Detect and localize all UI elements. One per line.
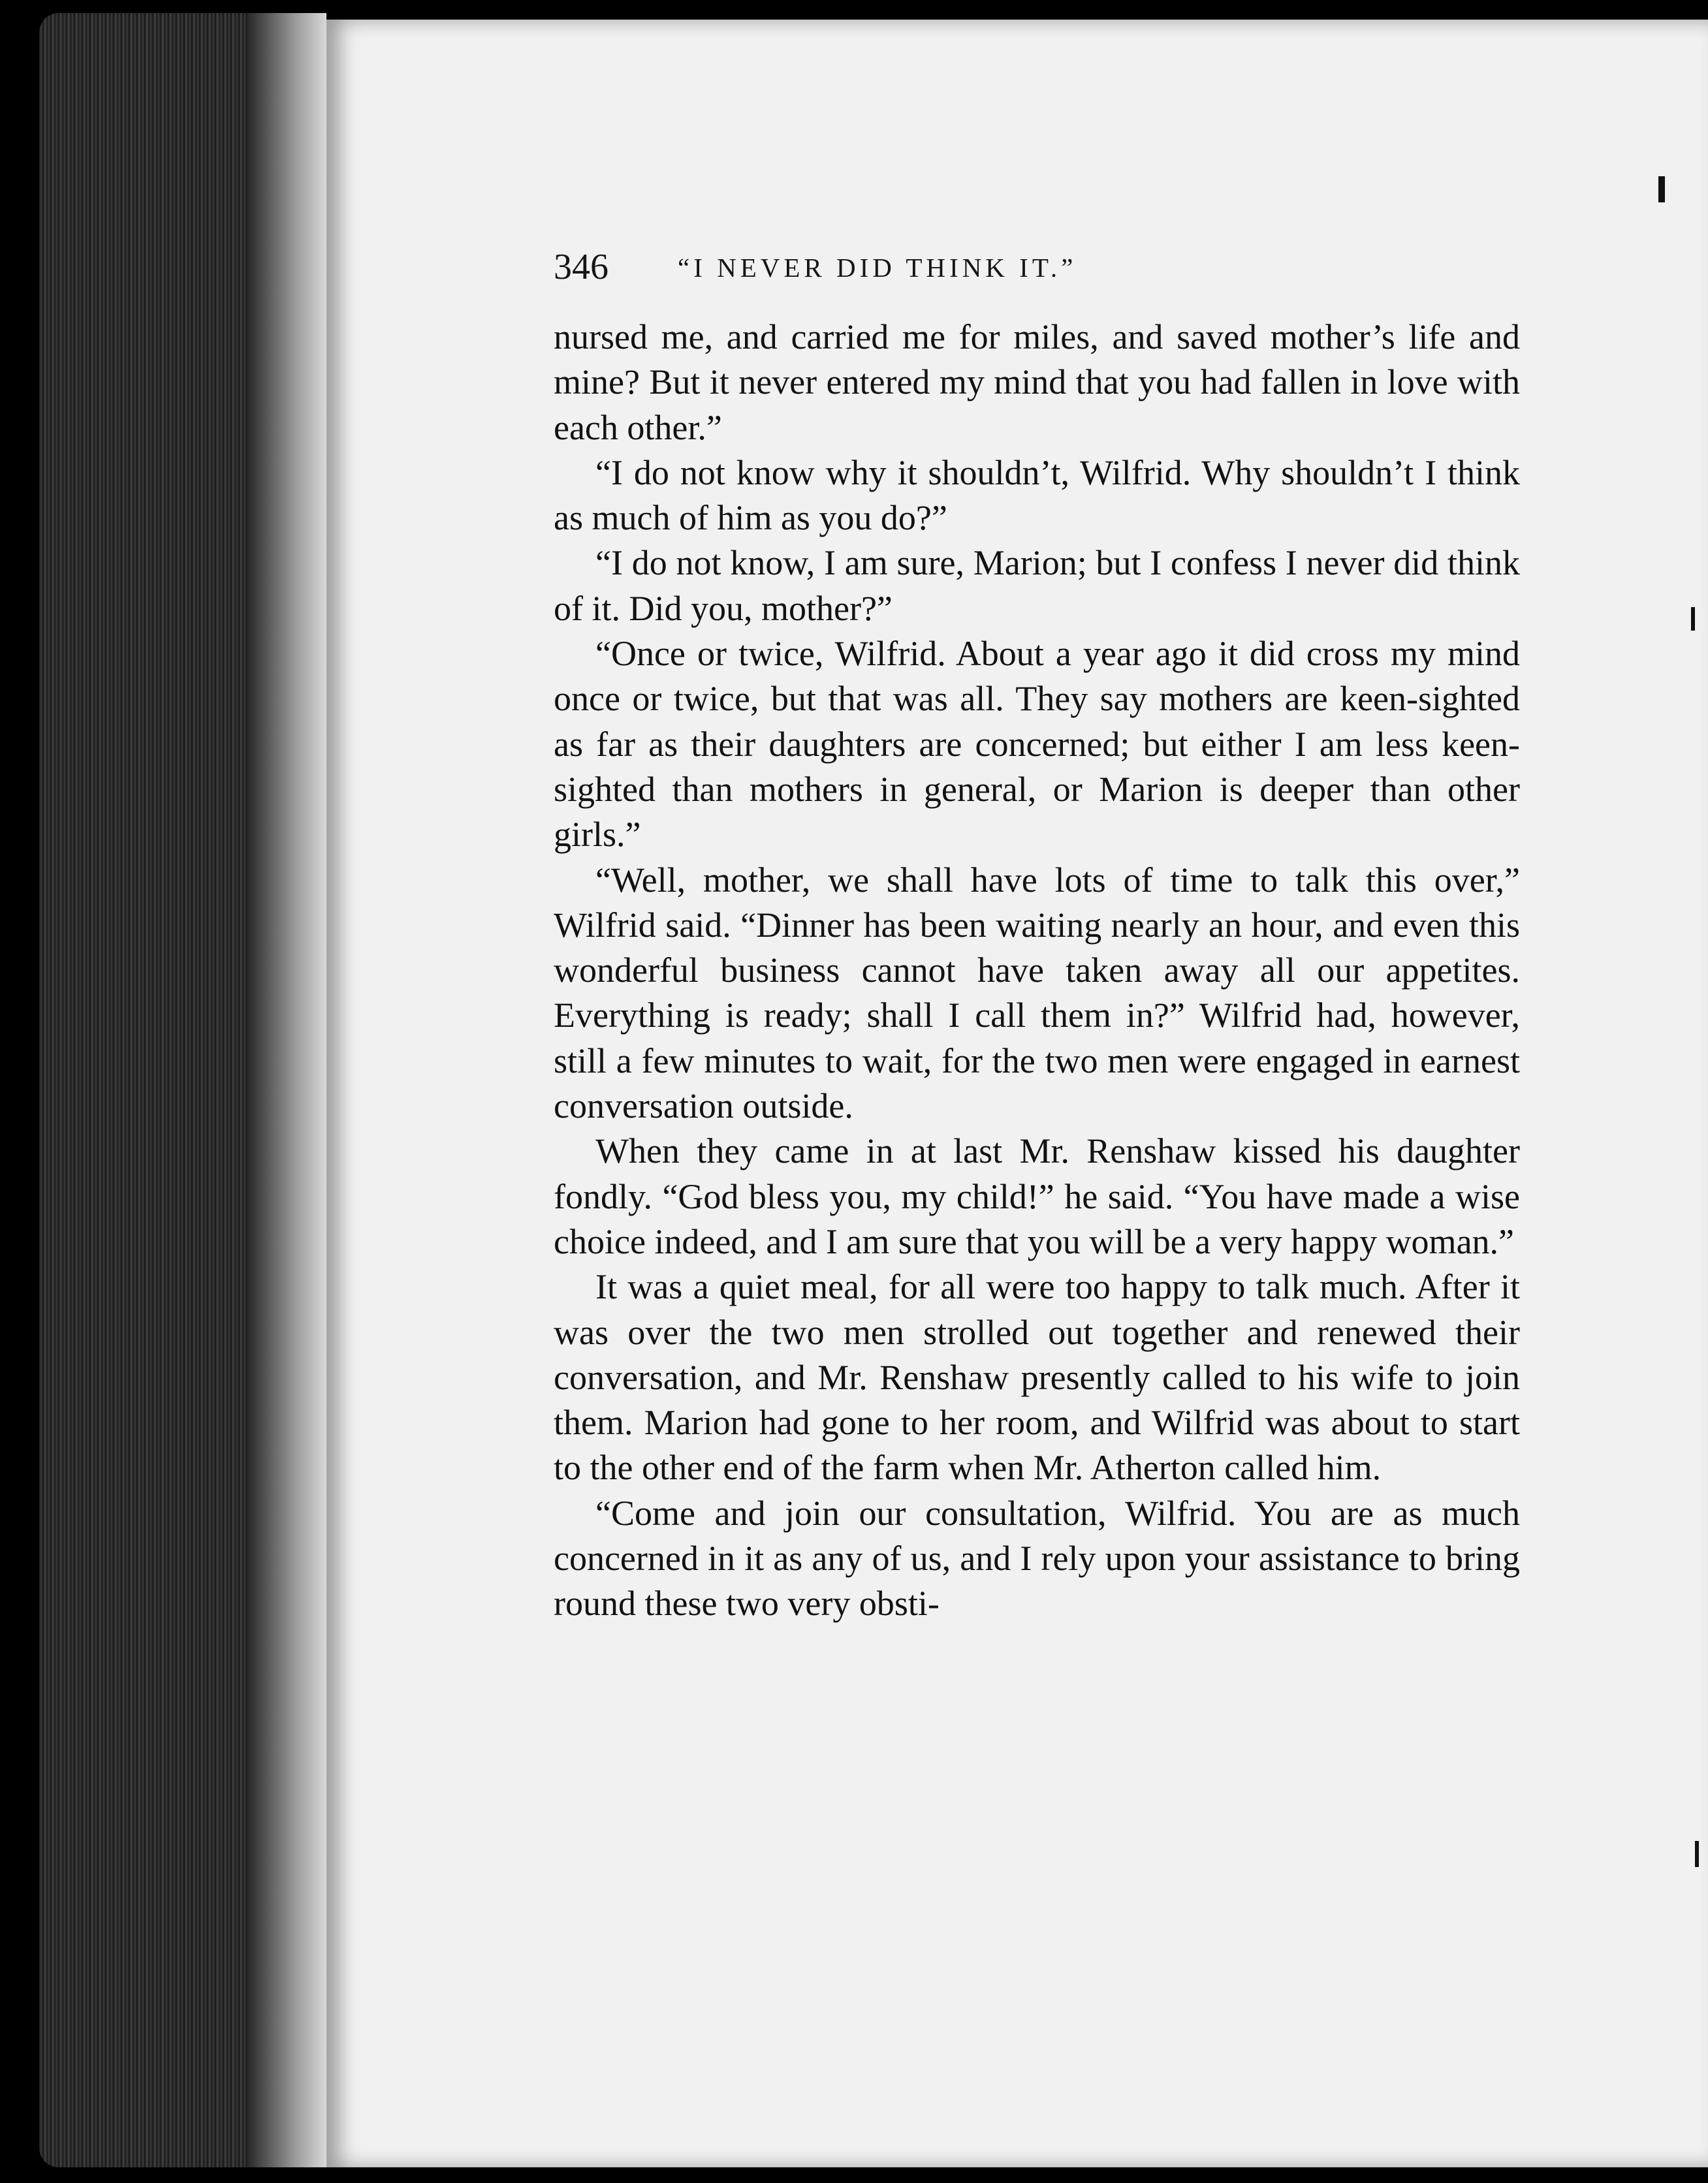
paragraph: “Once or twice, Wilfrid. About a year ago it did cross my mind once or twice, but that was all. They say mothers are keen-sighted as far as their daughters are concerned; but either I am less keen-sighted than mothers in general, or Marion is deeper than other girls.” (554, 634, 1520, 855)
paragraph: “I do not know, I am sure, Marion; but I confess I never did think of it. Did you, mother?” (554, 543, 1520, 628)
scan-speck (1695, 1841, 1699, 1867)
page-number: 346 (554, 247, 609, 287)
book-page (326, 20, 1708, 2167)
paragraph: “I do not know why it shouldn’t, Wilfrid. Why shouldn’t I think as much of him as you do?” (554, 452, 1520, 538)
body-text (554, 315, 1520, 1921)
paragraph: When they came in at last Mr. Renshaw kissed his daughter fondly. “God bless you, my child!” he said. “You have made a wise choice indeed, and I am sure that you will be a very happy woman.” (554, 1131, 1520, 1261)
scan-speck (1658, 176, 1665, 202)
paragraph: It was a quiet meal, for all were too happy to talk much. After it was over the two men strolled out together and renewed their conversation, and Mr. Renshaw presently called to his wife to join them. Marion had gone to her room, and Wilfrid was about to start to the other end of the farm when Mr. Atherton called him. (554, 1267, 1520, 1488)
paragraph-continued: nursed me, and carried me for miles, and saved mother’s life and mine? But it never entered my mind that you had fallen in love with each other.” (554, 317, 1520, 447)
running-head: “I NEVER DID THINK IT.” (678, 253, 1077, 283)
page-header (554, 244, 1523, 290)
paragraph: “Well, mother, we shall have lots of time to talk this over,” Wilfrid said. “Dinner has been waiting nearly an hour, and even this wonderful business cannot have taken away all our appetites. Everything is ready; shall I call them in?” Wilfrid had, however, still a few minutes to wait, for the two men were engaged in earnest conversation outside. (554, 860, 1520, 1126)
scan-speck (1691, 607, 1695, 631)
book-page-edges (39, 13, 326, 2167)
paragraph: “Come and join our consultation, Wilfrid. You are as much concerned in it as any of us, and I rely upon your assistance to bring round these two very obsti- (554, 1493, 1520, 1624)
